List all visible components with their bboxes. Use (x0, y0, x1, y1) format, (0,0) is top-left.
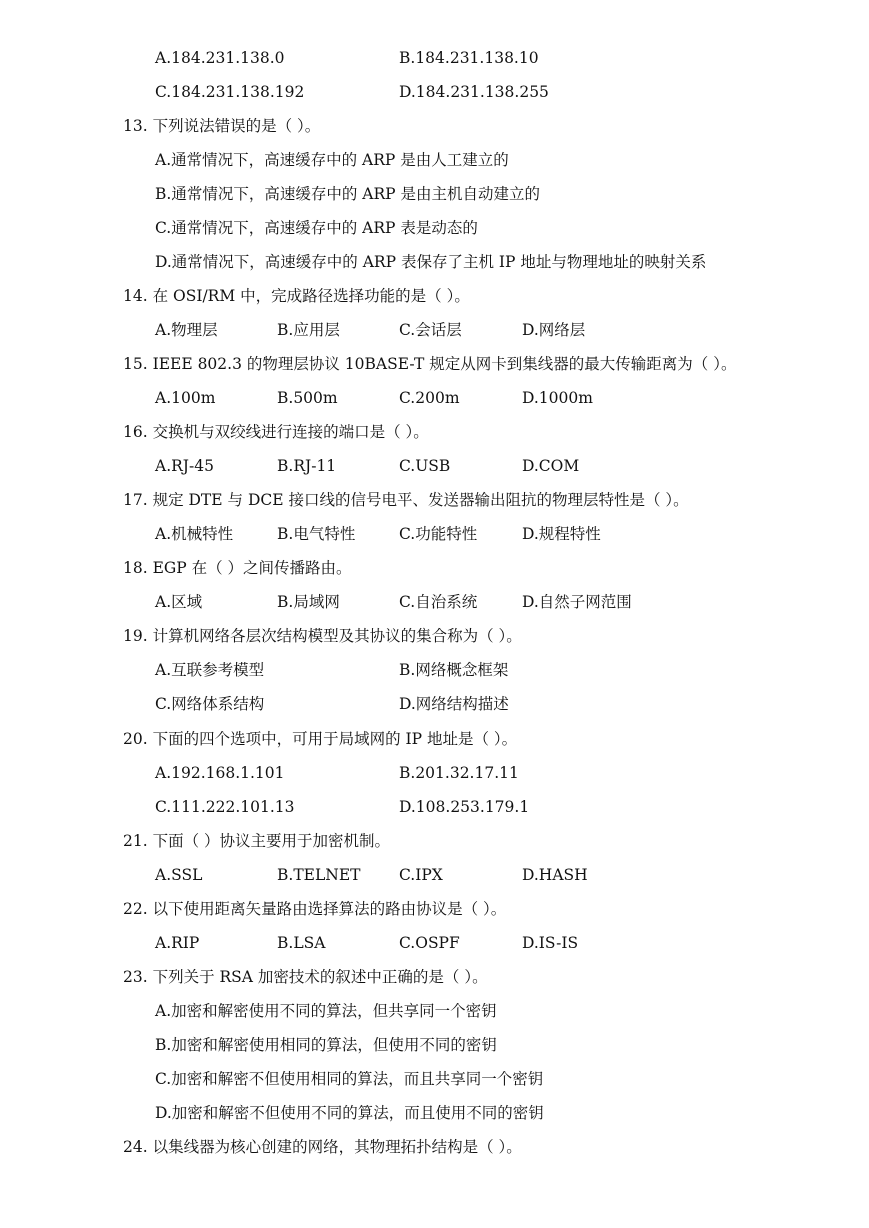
q21-option-d: D.HASH (522, 866, 588, 884)
q19-option-c: C.网络体系结构 (155, 695, 265, 713)
q17-option-b: B.电气特性 (277, 525, 356, 543)
q18-option-b: B.局域网 (277, 593, 340, 611)
q15-options-row (0, 381, 869, 415)
q15-option-c: C.200m (399, 389, 460, 407)
q13-option-c-row (0, 211, 869, 245)
q18-option-d: D.自然子网范围 (522, 593, 632, 611)
q23-option-b-row (0, 1028, 869, 1062)
q13-option-b: B.通常情况下，高速缓存中的 ARP 是由主机自动建立的 (155, 185, 540, 203)
q19-options-row-2 (0, 687, 869, 721)
q16-stem: 16. 交换机与双绞线进行连接的端口是（ ）。 (123, 423, 429, 441)
q23-option-c-row (0, 1062, 869, 1096)
q16-option-b: B.RJ-11 (277, 457, 337, 475)
q18-options-row (0, 585, 869, 619)
q12-option-a: A.184.231.138.0 (155, 49, 285, 67)
q13-option-b-row (0, 177, 869, 211)
q22-option-d: D.IS-IS (522, 934, 579, 952)
q19-option-d: D.网络结构描述 (399, 695, 509, 713)
q23-option-a: A.加密和解密使用不同的算法，但共享同一个密钥 (155, 1002, 497, 1020)
q14-options-row (0, 313, 869, 347)
q14-option-d: D.网络层 (522, 321, 586, 339)
q14-stem: 14. 在 OSI/RM 中，完成路径选择功能的是（ ）。 (123, 287, 470, 305)
q21-option-a: A.SSL (155, 866, 203, 884)
q17-option-a: A.机械特性 (155, 525, 234, 543)
q15-stem: 15. IEEE 802.3 的物理层协议 10BASE-T 规定从网卡到集线器的最大传输距离为（ ）。 (123, 355, 737, 373)
q13-option-a: A.通常情况下，高速缓存中的 ARP 是由人工建立的 (155, 151, 509, 169)
q23-option-d: D.加密和解密不但使用不同的算法，而且使用不同的密钥 (155, 1104, 544, 1122)
q24-stem: 24. 以集线器为核心创建的网络，其物理拓扑结构是（ ）。 (123, 1138, 522, 1156)
q22-option-a: A.RIP (155, 934, 200, 952)
q23-option-b: B.加密和解密使用相同的算法，但使用不同的密钥 (155, 1036, 497, 1054)
q12-options-row-2 (0, 75, 869, 109)
q20-options-row-2 (0, 790, 869, 824)
q20-option-d: D.108.253.179.1 (399, 798, 530, 816)
q23-option-a-row (0, 994, 869, 1028)
q21-option-b: B.TELNET (277, 866, 361, 884)
q12-option-c: C.184.231.138.192 (155, 83, 305, 101)
q14-option-b: B.应用层 (277, 321, 340, 339)
q22-option-b: B.LSA (277, 934, 326, 952)
q13-option-c: C.通常情况下，高速缓存中的 ARP 表是动态的 (155, 219, 478, 237)
q15-option-b: B.500m (277, 389, 338, 407)
q14-option-a: A.物理层 (155, 321, 218, 339)
q12-options-row-1 (0, 41, 869, 75)
q13-stem: 13. 下列说法错误的是（ ）。 (123, 117, 321, 135)
q21-options-row (0, 858, 869, 892)
q22-options-row (0, 926, 869, 960)
q13-option-a-row (0, 143, 869, 177)
q16-option-c: C.USB (399, 457, 451, 475)
q20-option-a: A.192.168.1.101 (155, 764, 285, 782)
q15-option-a: A.100m (155, 389, 216, 407)
q17-option-c: C.功能特性 (399, 525, 478, 543)
q12-option-d: D.184.231.138.255 (399, 83, 549, 101)
q13-option-d-row (0, 245, 869, 279)
q15-option-d: D.1000m (522, 389, 593, 407)
q22-option-c: C.OSPF (399, 934, 460, 952)
q20-stem: 20. 下面的四个选项中，可用于局域网的 IP 地址是（ ）。 (123, 730, 518, 748)
q18-option-a: A.区域 (155, 593, 203, 611)
q12-option-b: B.184.231.138.10 (399, 49, 539, 67)
q22-stem: 22. 以下使用距离矢量路由选择算法的路由协议是（ ）。 (123, 900, 507, 918)
q18-stem: 18. EGP 在（ ）之间传播路由。 (123, 559, 352, 577)
q19-stem: 19. 计算机网络各层次结构模型及其协议的集合称为（ ）。 (123, 627, 522, 645)
q16-option-d: D.COM (522, 457, 580, 475)
q20-options-row-1 (0, 756, 869, 790)
q20-option-c: C.111.222.101.13 (155, 798, 295, 816)
q20-option-b: B.201.32.17.11 (399, 764, 519, 782)
q14-option-c: C.会话层 (399, 321, 462, 339)
q23-option-d-row (0, 1096, 869, 1130)
q23-stem: 23. 下列关于 RSA 加密技术的叙述中正确的是（ ）。 (123, 968, 488, 986)
q16-option-a: A.RJ-45 (155, 457, 214, 475)
q13-option-d: D.通常情况下，高速缓存中的 ARP 表保存了主机 IP 地址与物理地址的映射关系 (155, 253, 707, 271)
q19-options-row-1 (0, 653, 869, 687)
q17-options-row (0, 517, 869, 551)
q18-option-c: C.自治系统 (399, 593, 478, 611)
q19-option-b: B.网络概念框架 (399, 661, 509, 679)
q23-option-c: C.加密和解密不但使用相同的算法，而且共享同一个密钥 (155, 1070, 544, 1088)
q21-stem: 21. 下面（ ）协议主要用于加密机制。 (123, 832, 391, 850)
q16-options-row (0, 449, 869, 483)
q21-option-c: C.IPX (399, 866, 443, 884)
q17-stem: 17. 规定 DTE 与 DCE 接口线的信号电平、发送器输出阻抗的物理层特性是（ ）。 (123, 491, 689, 509)
q17-option-d: D.规程特性 (522, 525, 601, 543)
q19-option-a: A.互联参考模型 (155, 661, 265, 679)
